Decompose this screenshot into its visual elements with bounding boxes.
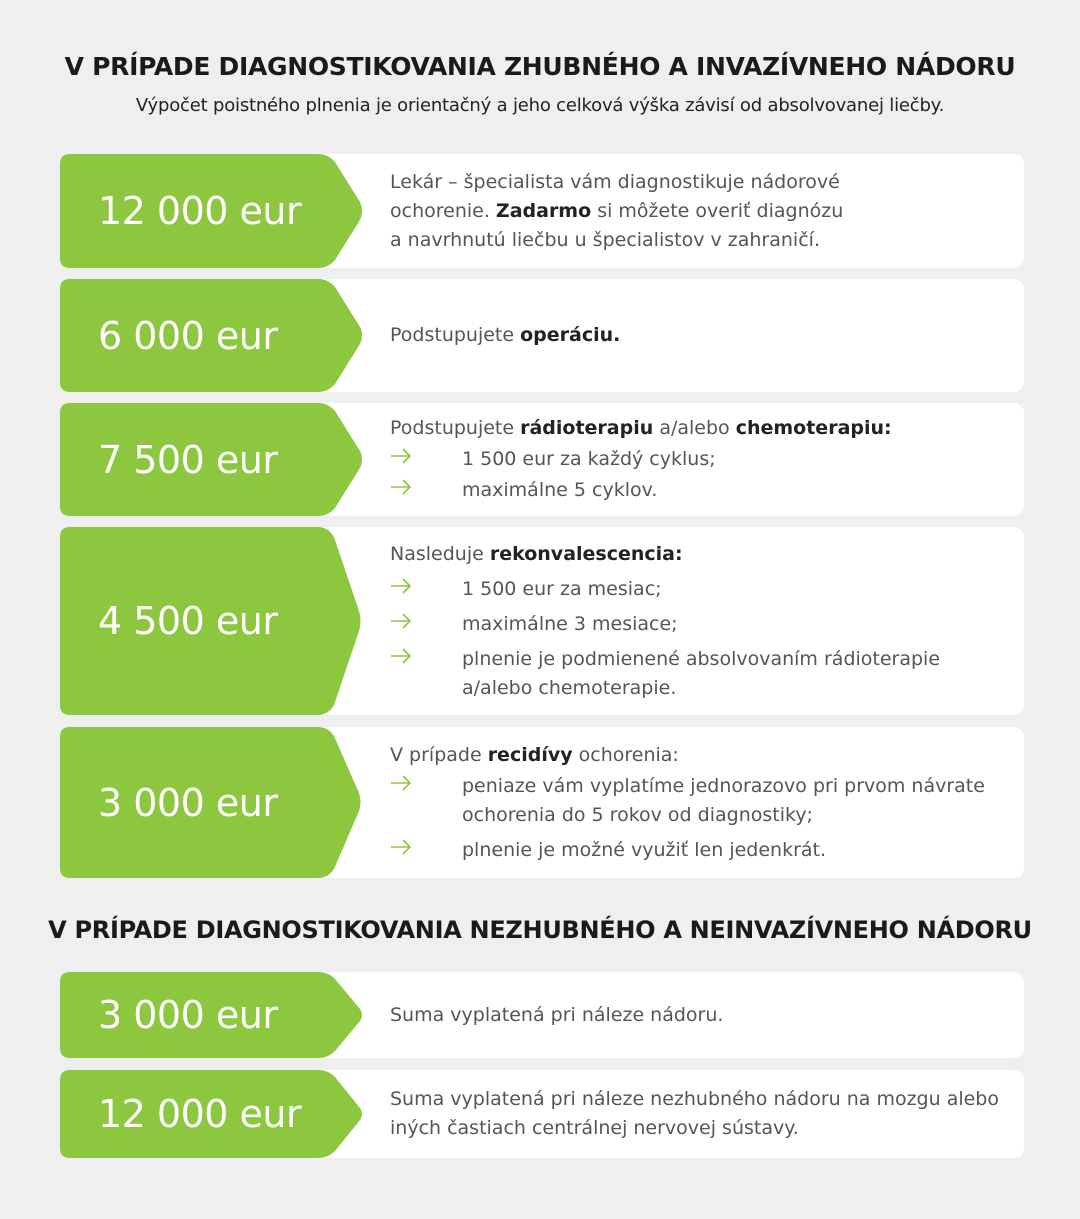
section2-title: V PRÍPADE DIAGNOSTIKOVANIA NEZHUBNÉHO A NEINVAZÍVNEHO NÁDORU xyxy=(48,916,1032,944)
description-text: si môžete overiť diagnózu xyxy=(591,199,844,222)
amount-value: 3 000 eur xyxy=(98,780,278,825)
arrow-right-icon xyxy=(390,447,412,465)
description-text: Podstupujete xyxy=(390,324,521,346)
bullet-text: maximálne 3 mesiace; xyxy=(462,612,678,635)
description-text: Nasleduje xyxy=(390,542,490,565)
description-text: Suma vyplatená pri náleze nádoru. xyxy=(390,1003,724,1026)
benefit-description xyxy=(390,1070,1002,1158)
amount-badge xyxy=(60,279,364,392)
benefit-row-brain-tumor xyxy=(60,1070,1024,1158)
amount-badge xyxy=(60,727,364,878)
amount-value: 7 500 eur xyxy=(98,437,278,482)
bullet-text: maximálne 5 cyklov. xyxy=(462,479,658,501)
bullet-text: peniaze vám vyplatíme jednorazovo pri prvom návrate ochorenia do 5 rokov od diagnostiky; xyxy=(462,774,985,826)
benefit-description xyxy=(390,527,1002,715)
benefit-row-diagnosis xyxy=(60,154,1024,268)
amount-badge xyxy=(60,972,364,1058)
bullet-item xyxy=(390,610,1002,639)
bullet-text: plnenie je podmienené absolvovaním rádioterapie a/alebo chemoterapie. xyxy=(462,647,941,699)
bullet-text: plnenie je možné využiť len jedenkrát. xyxy=(462,838,827,861)
benefit-description xyxy=(390,279,1002,392)
description-text: Suma vyplatená pri náleze nezhubného nádoru na mozgu alebo iných častiach centrálnej nervovej sústavy. xyxy=(390,1088,999,1139)
description-bold: rekonvalescencia: xyxy=(489,542,683,565)
description-text: ochorenie. xyxy=(390,199,496,222)
benefit-description xyxy=(390,972,1002,1058)
benefit-row-recurrence xyxy=(60,727,1024,878)
description-bold: recidívy xyxy=(487,743,573,766)
bullet-item xyxy=(390,772,1002,830)
arrow-right-icon xyxy=(390,577,412,595)
bullet-item xyxy=(390,476,1002,505)
arrow-right-icon xyxy=(390,838,412,856)
amount-badge xyxy=(60,403,364,516)
bullet-item xyxy=(390,575,1002,604)
bullet-text: 1 500 eur za mesiac; xyxy=(462,577,662,600)
description-text: Podstupujete xyxy=(390,417,521,439)
arrow-right-icon xyxy=(390,774,412,792)
description-text: a/alebo xyxy=(653,417,736,439)
section1-subtitle: Výpočet poistného plnenia je orientačný a jeho celková výška závisí od absolvovanej liečby. xyxy=(135,95,945,116)
bullet-text: 1 500 eur za každý cyklus; xyxy=(462,448,716,470)
bullet-item xyxy=(390,645,1002,703)
benefit-row-benign-tumor xyxy=(60,972,1024,1058)
description-text: Lekár – špecialista vám diagnostikuje nádorové xyxy=(390,170,840,193)
benefit-description xyxy=(390,154,1002,268)
amount-value: 3 000 eur xyxy=(98,993,278,1037)
benefit-row-therapy xyxy=(60,403,1024,516)
description-bold: rádioterapiu xyxy=(520,417,654,439)
description-text: V prípade xyxy=(390,743,488,766)
bullet-item xyxy=(390,836,1002,865)
arrow-right-icon xyxy=(390,612,412,630)
description-text: a navrhnutú liečbu u špecialistov v zahraničí. xyxy=(390,228,820,251)
amount-badge xyxy=(60,1070,364,1158)
description-text: ochorenia: xyxy=(572,743,679,766)
bullet-item xyxy=(390,445,1002,474)
amount-value: 4 500 eur xyxy=(98,599,278,643)
amount-value: 12 000 eur xyxy=(98,189,302,233)
arrow-right-icon xyxy=(390,478,412,496)
description-bold: Zadarmo xyxy=(495,199,592,222)
section1-title: V PRÍPADE DIAGNOSTIKOVANIA ZHUBNÉHO A INVAZÍVNEHO NÁDORU xyxy=(64,52,1016,81)
amount-badge xyxy=(60,154,364,268)
benefit-description xyxy=(390,727,1002,878)
arrow-right-icon xyxy=(390,647,412,665)
amount-badge xyxy=(60,527,364,715)
description-bold: operáciu. xyxy=(520,324,621,346)
benefit-row-convalescence xyxy=(60,527,1024,715)
benefit-description xyxy=(390,403,1002,516)
amount-value: 12 000 eur xyxy=(98,1092,302,1136)
benefit-row-surgery xyxy=(60,279,1024,392)
description-bold: chemoterapiu: xyxy=(735,417,892,439)
amount-value: 6 000 eur xyxy=(98,313,278,358)
